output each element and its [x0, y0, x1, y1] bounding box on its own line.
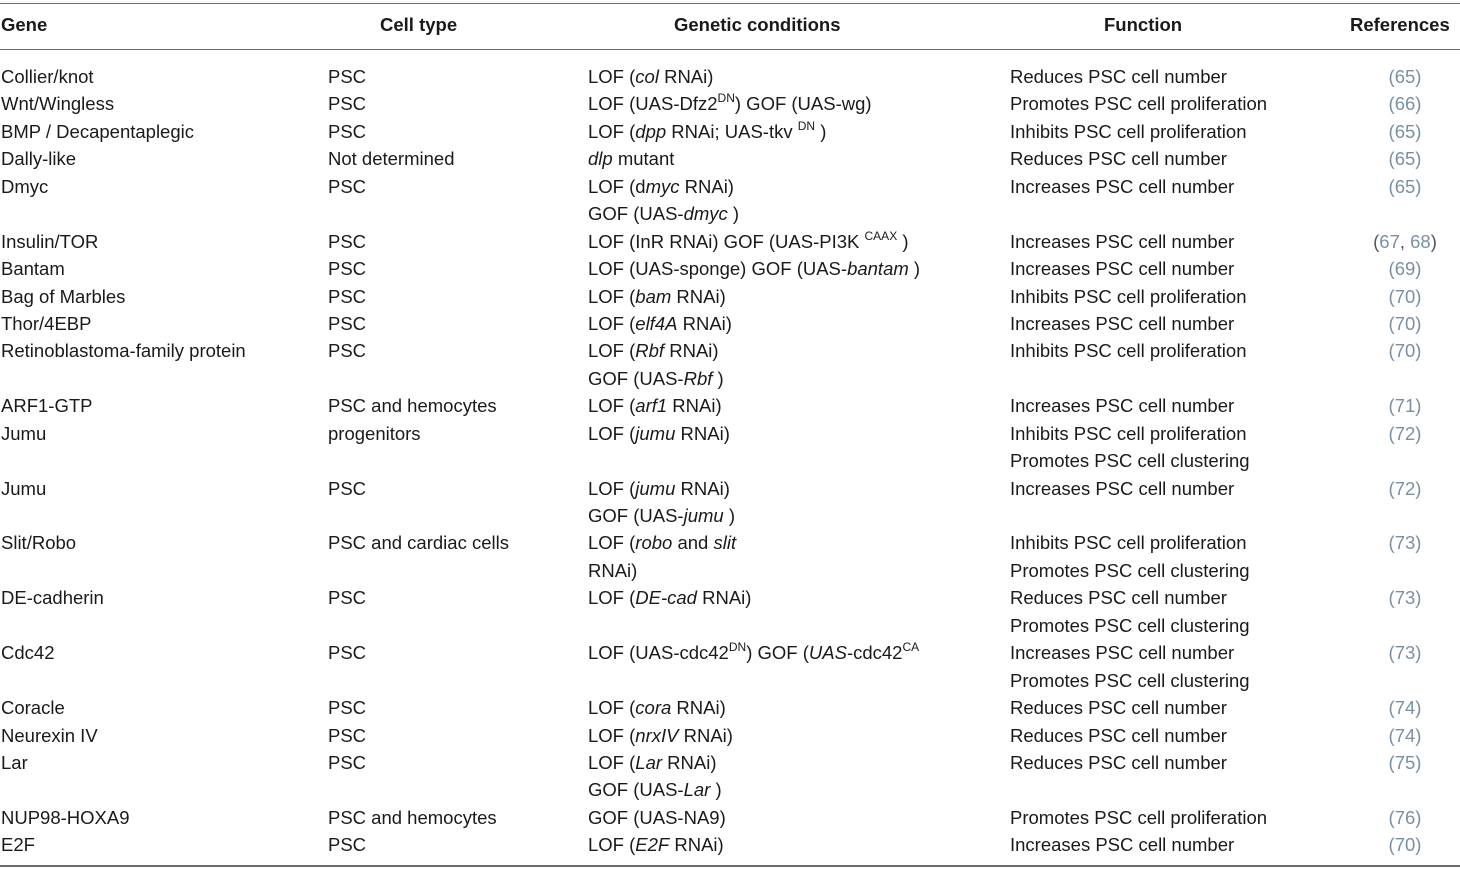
function-cell: Inhibits PSC cell proliferation — [1010, 532, 1247, 554]
table-top-rule — [0, 3, 1460, 4]
cell-type-cell: PSC — [328, 477, 367, 499]
reference-link[interactable]: (74) — [1388, 697, 1422, 719]
gene-cell: Dmyc — [1, 175, 49, 197]
function-cell: Reduces PSC cell number — [1010, 66, 1227, 87]
cell-type-cell: PSC — [328, 587, 367, 609]
table-row — [0, 722, 1460, 749]
gene-cell: Jumu — [1, 477, 47, 499]
gene-cell: BMP / Decapentaplegic — [1, 120, 194, 142]
table-row — [0, 831, 1460, 858]
table-row — [0, 173, 1460, 228]
reference-link[interactable]: (73) — [1388, 532, 1422, 554]
cell-type-cell: PSC — [328, 642, 367, 664]
gene-cell: Thor/4EBP — [1, 312, 92, 334]
function-cell: Reduces PSC cell number — [1010, 148, 1227, 170]
gene-cell: Insulin/TOR — [1, 230, 99, 252]
cell-type-cell: PSC — [328, 66, 367, 87]
function-cell: Inhibits PSC cell proliferation — [1010, 285, 1247, 307]
reference-link[interactable]: (70) — [1388, 285, 1422, 307]
function-cell: Increases PSC cell number — [1010, 230, 1235, 252]
cell-type-cell: PSC — [328, 834, 367, 856]
gene-cell: Dally-like — [1, 148, 77, 170]
genetic-conditions-cell: LOF $(UAS-cdc42^{DN})$ GOF ($UAS-cdc42^{CA}$ — [588, 640, 920, 664]
table-row — [0, 90, 1460, 117]
table-row — [0, 310, 1460, 337]
genetic-conditions-cell: dlp mutant — [588, 148, 675, 170]
header-rule — [0, 49, 1460, 50]
genetic-conditions-cell: LOF (cora RNAi) — [588, 697, 726, 719]
gene-cell: Coracle — [1, 697, 65, 719]
genetic-conditions-cell: LOF (DE-cad RNAi) — [588, 587, 752, 609]
function-cell: Increases PSC cell number — [1010, 477, 1235, 499]
function-cell: Increases PSC cell number — [1010, 834, 1235, 856]
reference-link[interactable]: (72) — [1388, 422, 1422, 444]
reference-link[interactable]: (72) — [1388, 477, 1422, 499]
function-cell: Reduces PSC cell number — [1010, 724, 1227, 746]
gene-cell: ARF1-GTP — [1, 395, 93, 417]
reference-link[interactable]: (76) — [1388, 806, 1422, 828]
reference-link[interactable]: (69) — [1388, 258, 1422, 280]
genetic-conditions-cell: GOF (UAS-jumu ) — [588, 505, 736, 526]
table-header — [0, 14, 1460, 40]
function-cell: Promotes PSC cell clustering — [1010, 559, 1250, 581]
function-cell: Inhibits PSC cell proliferation — [1010, 422, 1247, 444]
function-cell: Inhibits PSC cell proliferation — [1010, 340, 1247, 362]
gene-cell: E2F — [1, 834, 35, 856]
gene-cell: Jumu — [1, 422, 47, 444]
genetic-conditions-cell: LOF (jumu RNAi) — [588, 477, 730, 499]
reference-link[interactable]: (65) — [1388, 66, 1422, 87]
function-cell: Increases PSC cell number — [1010, 395, 1235, 417]
genetic-conditions-cell: LOF (E2F RNAi) — [588, 834, 724, 856]
function-cell: Promotes PSC cell proliferation — [1010, 806, 1268, 828]
genetic-conditions-cell: LOF (nrxIV RNAi) — [588, 724, 733, 746]
genetic-conditions-cell: LOF (InR RNAi) GOF (UAS-PI3K $^{CAAX}$ ) — [588, 228, 909, 252]
cell-type-cell: PSC — [328, 93, 367, 115]
genetic-conditions-cell: LOF (Rbf RNAi) — [588, 340, 719, 362]
table-row — [0, 255, 1460, 282]
table-row — [0, 228, 1460, 255]
gene-cell: Wnt/Wingless — [1, 93, 115, 115]
gene-cell: Cdc42 — [1, 642, 55, 664]
table-row — [0, 145, 1460, 172]
table-row — [0, 118, 1460, 145]
table-row — [0, 584, 1460, 639]
cell-type-cell: Not determined — [328, 148, 455, 170]
function-cell: Increases PSC cell number — [1010, 642, 1235, 664]
reference-link[interactable]: (75) — [1388, 751, 1422, 773]
genetic-conditions-cell: LOF (elf4A RNAi) — [588, 312, 732, 334]
genetic-conditions-cell: RNAi) — [588, 559, 638, 581]
cell-type-cell: PSC — [328, 697, 367, 719]
cell-type-cell: PSC — [328, 724, 367, 746]
reference-link[interactable]: (70) — [1388, 834, 1422, 856]
reference-link[interactable]: (67, 68) — [1373, 230, 1437, 252]
gene-cell: Bag of Marbles — [1, 285, 126, 307]
genetic-conditions-cell: LOF (robo and slit — [588, 532, 737, 554]
function-cell: Reduces PSC cell number — [1010, 751, 1227, 773]
reference-link[interactable]: (65) — [1388, 175, 1422, 197]
header-cell-type: Cell type — [380, 14, 458, 35]
reference-link[interactable]: (70) — [1388, 340, 1422, 362]
gene-cell: NUP98-HOXA9 — [1, 806, 130, 828]
reference-link[interactable]: (74) — [1388, 724, 1422, 746]
header-function: Function — [1104, 14, 1183, 35]
gene-cell: Collier/knot — [1, 66, 94, 87]
genetic-conditions-cell: LOF (arf1 RNAi) — [588, 395, 722, 417]
reference-link[interactable]: (73) — [1388, 642, 1422, 664]
function-cell: Increases PSC cell number — [1010, 175, 1235, 197]
table-row — [0, 337, 1460, 392]
reference-link[interactable]: (73) — [1388, 587, 1422, 609]
cell-type-cell: PSC and hemocytes — [328, 806, 497, 828]
genetic-conditions-cell: LOF (dmyc RNAi) — [588, 175, 734, 197]
cell-type-cell: PSC — [328, 175, 367, 197]
header-genetic-conditions: Genetic conditions — [674, 14, 841, 35]
genetic-conditions-cell: GOF (UAS-Lar ) — [588, 779, 722, 801]
genetic-conditions-cell: LOF $(UAS-Dfz2^{DN})$ GOF (UAS-wg) — [588, 91, 872, 115]
cell-type-cell: PSC — [328, 120, 367, 142]
gene-cell: Neurexin IV — [1, 724, 98, 746]
function-cell: Promotes PSC cell proliferation — [1010, 93, 1268, 115]
genetic-conditions-cell: LOF (dpp RNAi; UAS-tkv $^{DN}$ ) — [588, 118, 827, 142]
function-cell: Increases PSC cell number — [1010, 312, 1235, 334]
genetic-conditions-cell: LOF (Lar RNAi) — [588, 751, 717, 773]
genetic-conditions-cell: LOF (UAS-sponge) GOF (UAS-bantam ) — [588, 258, 921, 280]
reference-link[interactable]: (65) — [1388, 148, 1422, 170]
gene-cell: Retinoblastoma-family protein — [1, 340, 246, 362]
function-cell: Promotes PSC cell clustering — [1010, 450, 1250, 472]
function-cell: Promotes PSC cell clustering — [1010, 669, 1250, 691]
gene-cell: Slit/Robo — [1, 532, 77, 554]
gene-cell: Lar — [1, 751, 28, 773]
cell-type-cell: PSC — [328, 340, 367, 362]
genetic-conditions-cell: GOF (UAS-NA9) — [588, 806, 726, 828]
cell-type-cell: PSC — [328, 285, 367, 307]
function-cell: Promotes PSC cell clustering — [1010, 614, 1250, 636]
reference-link[interactable]: (71) — [1388, 395, 1422, 417]
gene-cell: DE-cadherin — [1, 587, 104, 609]
table-body — [0, 63, 1460, 859]
header-gene: Gene — [1, 14, 48, 35]
table-row — [0, 529, 1460, 584]
cell-type-cell: PSC — [328, 751, 367, 773]
header-references: References — [1350, 14, 1450, 35]
genetic-conditions-cell: LOF (bam RNAi) — [588, 285, 726, 307]
cell-type-cell: PSC — [328, 312, 367, 334]
function-cell: Increases PSC cell number — [1010, 258, 1235, 280]
table-row — [0, 63, 1460, 90]
table-row — [0, 392, 1460, 419]
table-bottom-rule — [0, 865, 1460, 867]
genetic-conditions-cell: LOF (jumu RNAi) — [588, 422, 730, 444]
table-row — [0, 804, 1460, 831]
table-row — [0, 475, 1460, 530]
table-row — [0, 694, 1460, 721]
function-cell: Inhibits PSC cell proliferation — [1010, 120, 1247, 142]
reference-link[interactable]: (70) — [1388, 312, 1422, 334]
reference-link[interactable]: (66) — [1388, 93, 1422, 115]
cell-type-cell: PSC — [328, 230, 367, 252]
table-row — [0, 283, 1460, 310]
gene-cell: Bantam — [1, 258, 65, 280]
cell-type-cell: PSC and hemocytes — [328, 395, 497, 417]
cell-type-cell: PSC and cardiac cells — [328, 532, 509, 554]
table-row — [0, 639, 1460, 694]
genetic-conditions-cell: GOF (UAS-Rbf ) — [588, 367, 724, 389]
table-row — [0, 420, 1460, 475]
function-cell: Reduces PSC cell number — [1010, 697, 1227, 719]
reference-link[interactable]: (65) — [1388, 120, 1422, 142]
cell-type-cell: progenitors — [328, 422, 421, 444]
function-cell: Reduces PSC cell number — [1010, 587, 1227, 609]
cell-type-cell: PSC — [328, 258, 367, 280]
table-row — [0, 749, 1460, 804]
genetic-conditions-cell: LOF (col RNAi) — [588, 66, 714, 87]
genetic-conditions-cell: GOF (UAS-dmyc ) — [588, 203, 740, 225]
